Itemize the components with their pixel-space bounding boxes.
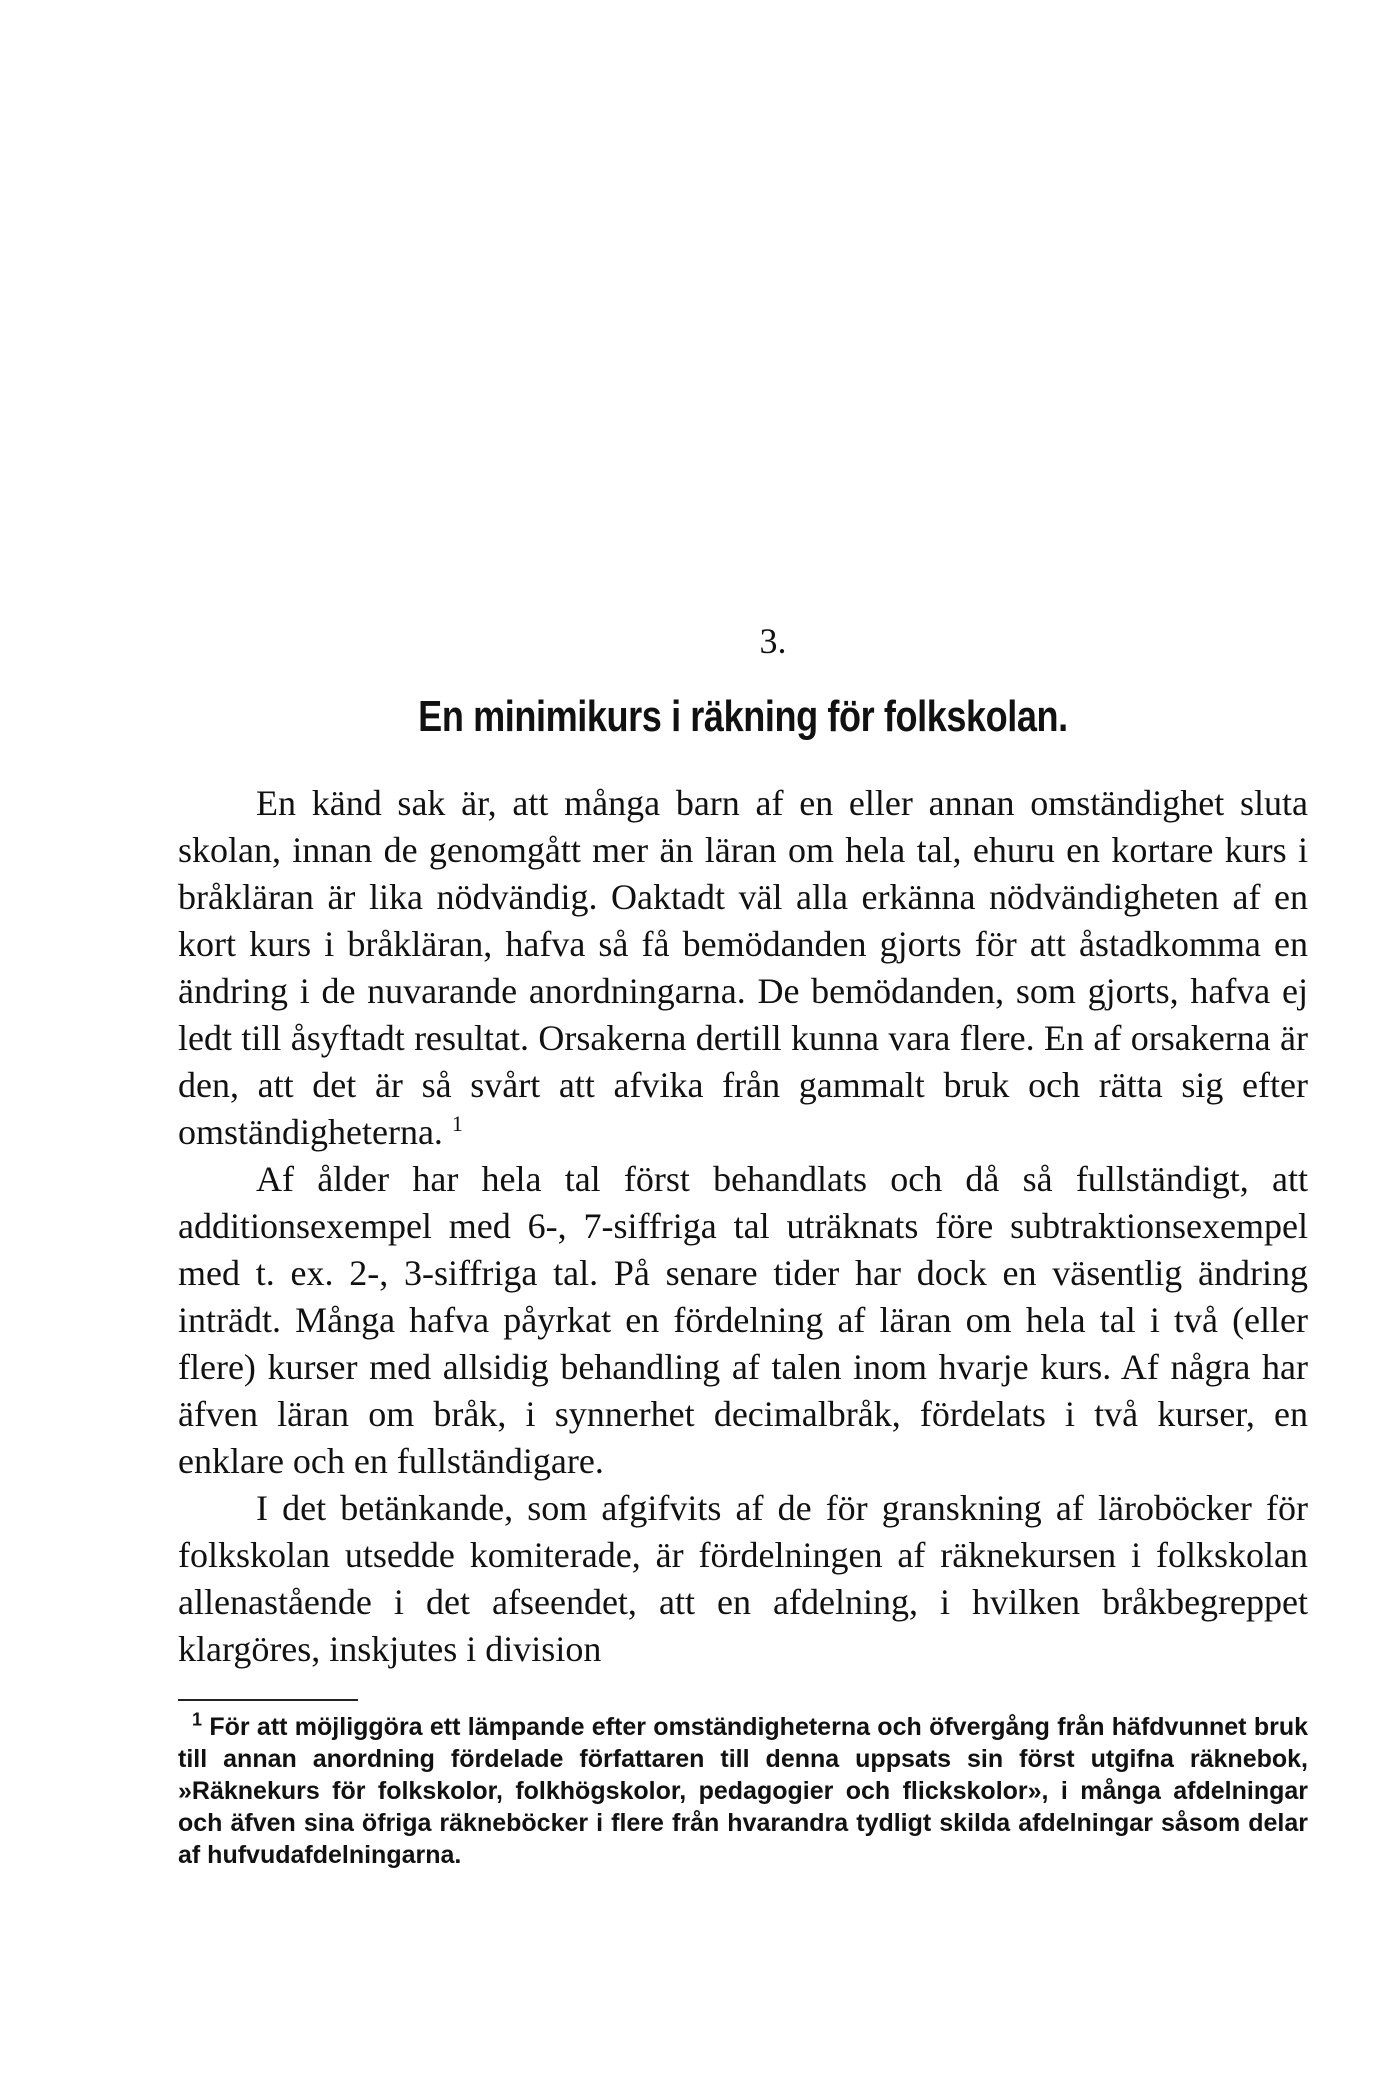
footnote bbox=[178, 1711, 1308, 1871]
page-content bbox=[178, 620, 1308, 1871]
paragraph-3 bbox=[178, 1485, 1308, 1673]
footnote-reference[interactable]: 1 bbox=[451, 1111, 463, 1136]
paragraph-2-text: Af ålder har hela tal först behandlats och då så fullständigt, att additionsexempel med 6-, 7-siffriga tal uträknats före subtraktionsexempel med t. ex. 2-, 3-siffriga tal. På senare tider har dock en väsentlig ändring inträdt. Många hafva påyrkat en fördelning af läran om hela tal i två (eller flere) kurser med allsidig behandling af talen inom hvarje kurs. Af några har äfven läran om bråk, i synnerhet decimalbråk, fördelats i två kurser, en enklare och en fullständigare. bbox=[178, 1159, 1308, 1481]
body-text bbox=[178, 780, 1308, 1673]
paragraph-1-text: En känd sak är, att många barn af en eller annan omständighet sluta skolan, innan de genomgått mer än läran om hela tal, ehuru en kortare kurs i bråkläran är lika nödvändig. Oaktadt väl alla erkänna nödvändigheten af en kort kurs i bråkläran, hafva så få bemödanden gjorts för att åstadkomma en ändring i de nuvarande anordningarna. De bemödanden, som gjorts, hafva ej ledt till åsyftadt resultat. Orsakerna dertill kunna vara flere. En af orsakerna är den, att det är så svårt att afvika från gammalt bruk och rätta sig efter omständigheterna. bbox=[178, 783, 1308, 1152]
footnote-text: För att möjliggöra ett lämpande efter omständigheterna och öfvergång från häfdvunnet bruk till annan anordning fördelade författaren till denna uppsats sin först utgifna räknebok, »Räknekurs för folkskolor, folkhögskolor, pedagogier och flickskolor», i många afdelningar och äfven sina öfriga räkneböcker i flere från hvarandra tydligt skilda afdelningar såsom delar af hufvudafdelningarna. bbox=[178, 1713, 1308, 1869]
chapter-title: En minimikurs i räkning för folkskolan. bbox=[418, 692, 1068, 741]
paragraph-2 bbox=[178, 1156, 1308, 1485]
footnote-divider bbox=[178, 1699, 358, 1701]
chapter-number: 3. bbox=[759, 621, 787, 661]
paragraph-1 bbox=[178, 780, 1308, 1156]
paragraph-3-text: I det betänkande, som afgifvits af de för granskning af läroböcker för folkskolan utsedde komiterade, är fördelningen af räknekursen i folkskolan allenastående i det afseendet, att en afdelning, i hvilken bråkbegreppet klargöres, inskjutes i division bbox=[178, 1488, 1308, 1669]
footnote-marker: 1 bbox=[192, 1709, 203, 1730]
